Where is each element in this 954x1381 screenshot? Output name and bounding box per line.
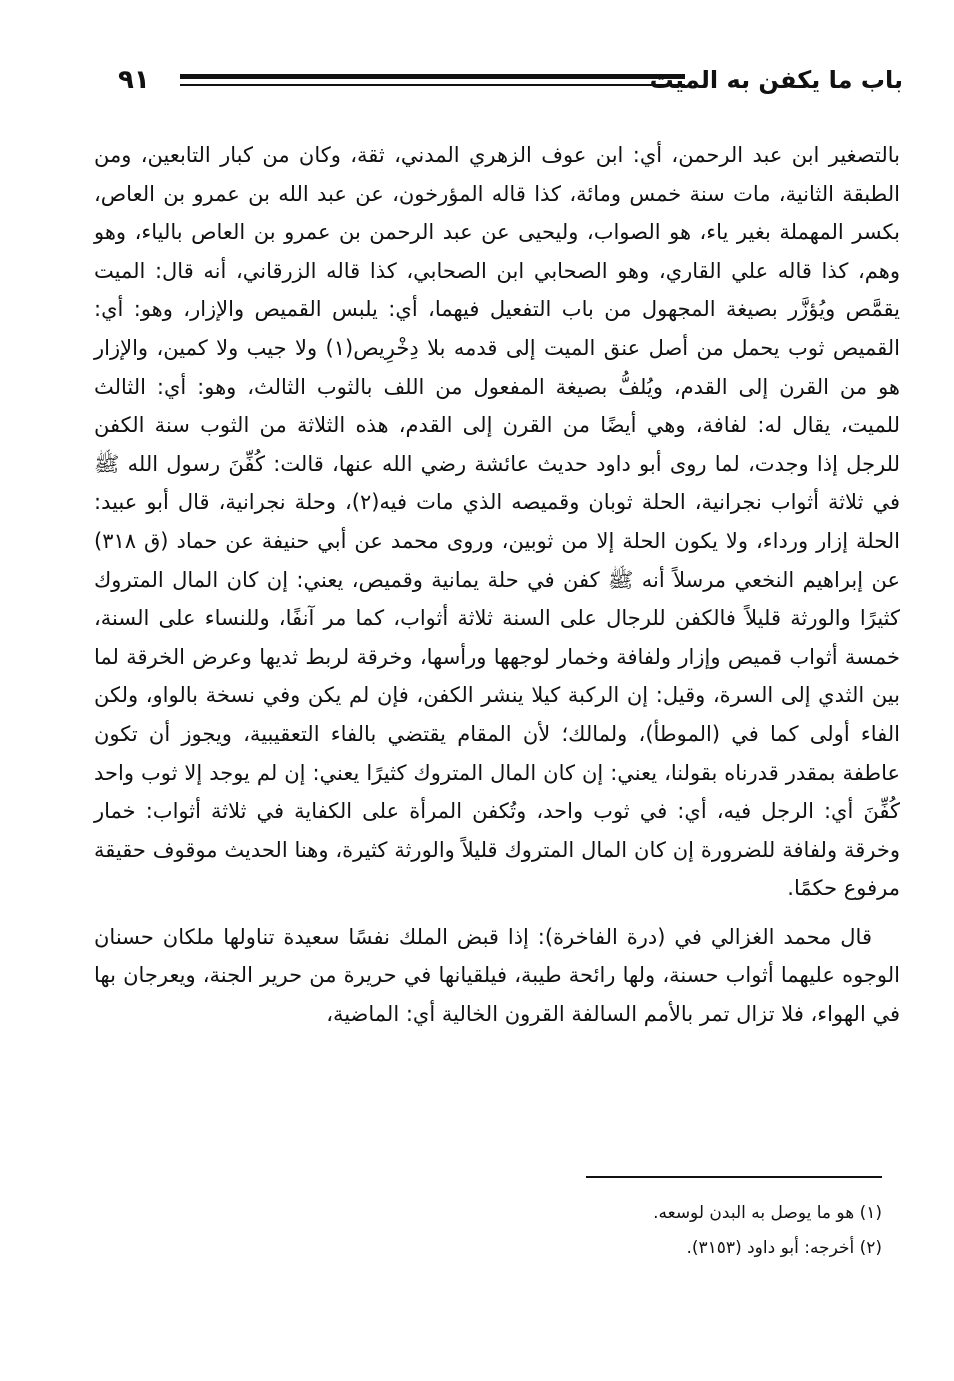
footnote-2: (٢) أخرجه: أبو داود (٣١٥٣). bbox=[686, 1238, 882, 1258]
footnotes bbox=[300, 1196, 882, 1266]
paragraph-1: بالتصغير ابن عبد الرحمن، أي: ابن عوف الزهري المدني، ثقة، وكان من كبار التابعين، ومن الطبقة الثانية، مات سنة خمس ومائة، كذا قاله المؤرخون، عن عبد الله بن عمرو بن العاص، بكسر المهملة بغير ياء، هو الصواب، وليحيى عن عبد الرحمن بن عمرو بن العاص بالياء، وهو وهم، كذا قاله علي القاري، وهو الصحابي ابن الصحابي، كذا قاله الزرقاني، أنه قال: الميت يقمَّص ويُؤزَّر بصيغة المجهول من باب التفعيل فيهما، أي: يلبس القميص والإزار، وهو: أي: القميص ثوب يحمل من أصل عنق الميت إلى قدمه بلا دِخْرِيص(١) ولا جيب ولا كمين، والإزار هو من القرن إلى القدم، ويُلفُّ بصيغة المفعول من اللف بالثوب الثالث، وهو: أي: الثالث للميت، يقال له: لفافة، وهي أيضًا من القرن إلى القدم، هذه الثلاثة من الثوب سنة الكفن للرجل إذا وجدت، لما روى أبو داود حديث عائشة رضي الله عنها، قالت: كُفِّنَ رسول الله ﷺ في ثلاثة أثواب نجرانية، الحلة ثوبان وقميصه الذي مات فيه(٢)، وحلة نجرانية، قال أبو عبيد: الحلة إزار ورداء، ولا يكون الحلة إلا من ثوبين، وروى محمد عن أبي حنيفة عن حماد (ق ٣١٨) عن إبراهيم النخعي مرسلاً أنه ﷺ كفن في حلة يمانية وقميص، يعني: إن كان المال المتروك كثيرًا والورثة قليلاً فالكفن للرجال على السنة ثلاثة أثواب، كما مر آنفًا، وللنساء على السنة، خمسة أثواب قميص وإزار ولفافة وخمار لوجهها ورأسها، وخرقة لربط ثديها وعرض الخرقة لما بين الثدي إلى السرة، وقيل: إن الركبة كيلا ينشر الكفن، فإن لم يكن وفي نسخة بالواو، ولكن الفاء أولى كما في (الموطأ)، ولمالك؛ لأن المقام يقتضي بالفاء التعقيبية، ويجوز أن تكون عاطفة بمقدر قدرناه بقولنا، يعني: إن كان المال المتروك كثيرًا يعني: إن لم يوجد إلا ثوب واحد كُفِّنَ أي: الرجل فيه، أي: في ثوب واحد، وتُكفن المرأة على الكفاية في ثلاثة أثواب: خمار وخرقة ولفافة للضرورة إن كان المال المتروك قليلاً والورثة كثيرة، وهنا الحديث موقوف حقيقة مرفوع حكمًا. bbox=[94, 143, 900, 901]
page-number: ٩١ bbox=[118, 65, 150, 95]
footnote-1: (١) هو ما يوصل به البدن لوسعه. bbox=[653, 1203, 882, 1223]
paragraph-2: قال محمد الغزالي في (درة الفاخرة): إذا قبض الملك نفسًا سعيدة تناولها ملكان حسنان الوجوه عليهما أثواب حسنة، ولها رائحة طيبة، فيلقيانها في حريرة من حرير الجنة، ويعرجان بها في الهواء، فلا تزال تمر بالأمم السالفة القرون الخالية أي: الماضية، bbox=[94, 924, 900, 1027]
main-text bbox=[94, 136, 900, 1034]
chapter-title: باب ما يكفن به الميت bbox=[649, 66, 903, 94]
page-header bbox=[118, 60, 903, 104]
header-divider bbox=[180, 74, 685, 86]
footnote-divider bbox=[586, 1176, 882, 1178]
